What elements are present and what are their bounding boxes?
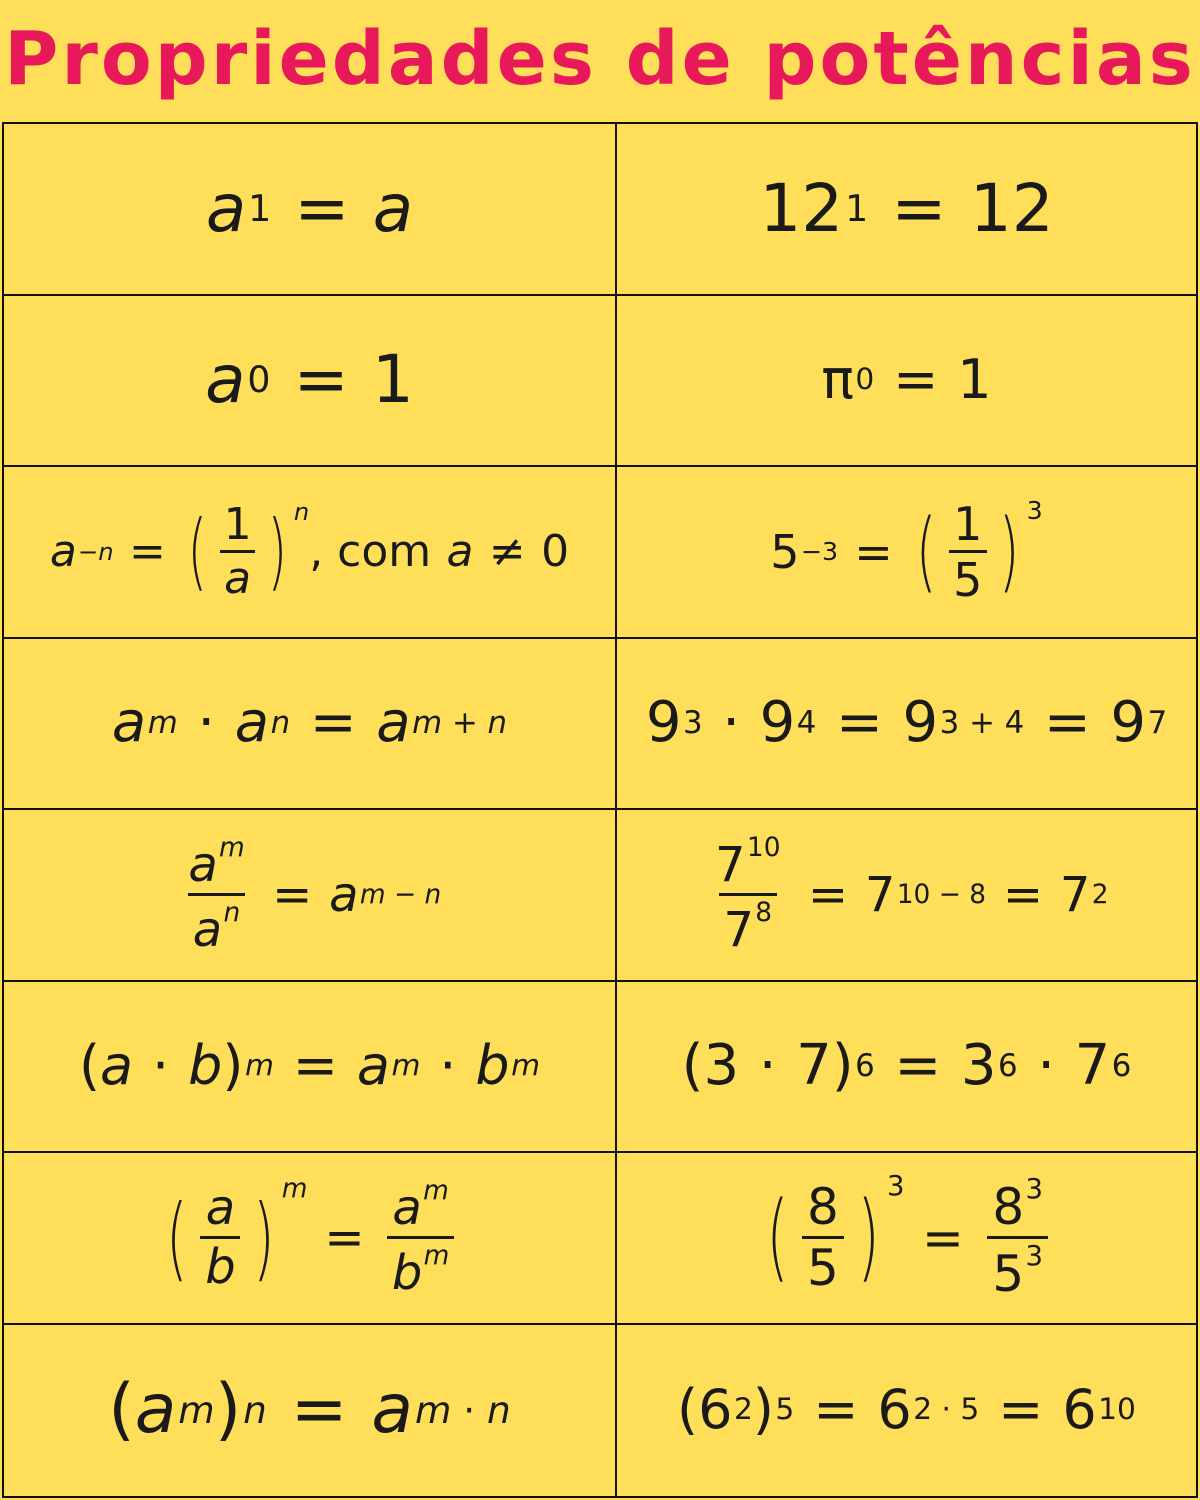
math-symbol: a (134, 1370, 177, 1450)
example-cell-8 (617, 1325, 1196, 1497)
math-symbol (710, 832, 785, 959)
math-symbol: 8 (969, 878, 987, 910)
math-symbol: 5 (960, 1392, 980, 1428)
math-symbol: a (372, 169, 414, 247)
math-symbol: a (329, 866, 359, 923)
math-symbol: n (223, 897, 241, 929)
rule-cell-3 (4, 467, 617, 639)
math-symbol: 3 (822, 537, 839, 567)
math-symbol: a (49, 525, 77, 577)
math-symbol: 5 (775, 1392, 795, 1428)
math-symbol (896, 878, 987, 910)
math-symbol: ( (78, 1034, 101, 1098)
math-symbol: 8 (807, 1178, 839, 1237)
math-symbol: a (371, 1370, 414, 1450)
math-symbol: m (423, 1240, 450, 1272)
math-symbol: a (188, 837, 218, 894)
math-symbol: m (219, 832, 245, 864)
math-symbol: 3 (703, 1033, 740, 1099)
math-symbol: 2 (913, 1392, 933, 1428)
math-symbol (188, 893, 245, 959)
rule-cell-8 (4, 1325, 617, 1497)
math-symbol: 7 (723, 902, 754, 959)
math-symbol (802, 1178, 844, 1298)
math-symbol: 7 (1059, 866, 1091, 923)
math-symbol: 4 (1004, 704, 1025, 741)
math-symbol: = (921, 1208, 964, 1267)
math-symbol: 5 (770, 524, 800, 579)
math-symbol: = (292, 1034, 338, 1098)
math-symbol: 1 (248, 186, 272, 230)
math-symbol: 10 (1098, 1392, 1136, 1428)
math-symbol: 3 (960, 1033, 997, 1099)
rule-formula-3 (49, 498, 570, 604)
math-symbol: − (938, 878, 961, 910)
math-symbol: = (324, 1209, 365, 1266)
math-symbol (987, 1173, 1048, 1237)
math-symbol: − (78, 537, 99, 566)
rule-cell-1 (4, 124, 617, 296)
math-symbol: a (100, 1034, 134, 1098)
example-cell-2 (617, 296, 1196, 468)
math-symbol: 7 (864, 866, 896, 923)
math-symbol (184, 832, 250, 959)
math-symbol: = (272, 866, 313, 923)
math-symbol: n (487, 1387, 511, 1432)
math-symbol (913, 1392, 980, 1428)
math-symbol: = (998, 1378, 1044, 1442)
math-symbol: 3 (1026, 496, 1043, 526)
math-symbol: = (813, 1378, 859, 1442)
math-symbol: = (294, 169, 350, 247)
math-symbol: ) (857, 1182, 880, 1293)
math-symbol: 10 (746, 832, 781, 864)
math-symbol: m (244, 1048, 274, 1084)
math-symbol: a (446, 525, 474, 577)
math-symbol (949, 496, 987, 607)
math-symbol: 3 (1025, 1173, 1044, 1206)
math-symbol: 12 (969, 169, 1054, 247)
example-cell-7 (617, 1153, 1196, 1325)
math-symbol: 3 (682, 704, 703, 741)
math-symbol: 7 (1147, 704, 1168, 741)
example-formula-2 (821, 348, 992, 412)
math-symbol: 1 (845, 186, 869, 230)
math-symbol: 5 (802, 1236, 844, 1293)
rule-formula-7 (159, 1172, 460, 1302)
math-symbol: m (511, 1048, 541, 1084)
math-symbol: = (891, 169, 947, 247)
math-symbol: 6 (855, 1047, 875, 1084)
math-symbol: m (414, 1387, 452, 1432)
rule-cell-5 (4, 810, 617, 982)
math-symbol: m (391, 1048, 421, 1084)
rule-formula-8 (108, 1370, 511, 1450)
math-symbol: 9 (645, 690, 682, 756)
example-formula-7 (759, 1170, 1054, 1304)
example-cell-4 (617, 639, 1196, 811)
math-symbol (78, 537, 114, 566)
math-symbol (800, 537, 839, 567)
math-symbol: 8 (992, 1178, 1025, 1237)
math-symbol: 6 (698, 1378, 733, 1442)
math-symbol: 5 (949, 550, 987, 603)
math-symbol: ( (187, 501, 208, 600)
example-cell-6 (617, 982, 1196, 1154)
math-symbol: 5 (992, 1245, 1025, 1304)
math-symbol: m (359, 878, 386, 910)
math-symbol: n (487, 704, 508, 741)
example-formula-3 (770, 496, 1043, 607)
math-symbol: 1 (953, 496, 983, 551)
math-symbol: = (290, 1370, 348, 1450)
math-symbol: · (463, 1387, 476, 1432)
math-symbol: · (152, 1034, 170, 1098)
rule-formula-1 (205, 169, 414, 247)
math-symbol: m (281, 1172, 308, 1204)
math-symbol: 6 (877, 1378, 912, 1442)
math-symbol (388, 1175, 454, 1237)
rule-formula-6 (78, 1034, 541, 1098)
math-symbol: 6 (1062, 1378, 1097, 1442)
example-formula-1 (759, 169, 1054, 247)
math-symbol: · (722, 690, 740, 756)
math-symbol: , com (309, 525, 432, 577)
math-symbol: = (129, 525, 166, 577)
math-symbol: ( (677, 1378, 699, 1442)
math-symbol: 4 (796, 704, 817, 741)
math-symbol: a (234, 690, 270, 756)
math-symbol: = (1043, 690, 1091, 756)
math-symbol: n (98, 537, 114, 566)
math-symbol: 0 (247, 358, 271, 402)
math-symbol: = (835, 690, 883, 756)
math-symbol: 6 (1111, 1047, 1132, 1084)
math-symbol: m (178, 1387, 215, 1432)
example-formula-4 (645, 690, 1168, 756)
math-symbol: ) (999, 500, 1020, 603)
math-symbol: 1 (223, 498, 252, 550)
math-symbol: π (821, 348, 854, 412)
math-symbol: 3 (939, 704, 960, 741)
math-symbol: 7 (796, 1033, 832, 1099)
math-symbol (710, 832, 785, 894)
math-symbol: + (451, 704, 478, 741)
rule-cell-7 (4, 1153, 617, 1325)
math-symbol: ) (253, 1184, 275, 1292)
math-symbol: a (220, 550, 256, 601)
math-symbol: 1 (371, 341, 414, 419)
math-symbol: ) (267, 501, 288, 600)
math-symbol: 8 (755, 897, 773, 929)
math-symbol: b (200, 1236, 240, 1291)
math-symbol: 9 (759, 690, 796, 756)
math-symbol: ) (752, 1378, 774, 1442)
math-symbol: 7 (1074, 1033, 1111, 1099)
math-symbol: 10 (896, 878, 931, 910)
math-symbol (387, 1236, 454, 1302)
math-symbol: ( (166, 1184, 188, 1292)
properties-table (2, 122, 1198, 1498)
math-symbol: n (293, 498, 310, 527)
math-symbol (987, 1236, 1048, 1304)
rule-cell-2 (4, 296, 617, 468)
math-symbol: · (941, 1392, 951, 1428)
rule-formula-4 (111, 690, 508, 756)
math-symbol: ) (214, 1370, 242, 1450)
math-symbol: ( (766, 1182, 789, 1293)
math-symbol: ) (222, 1034, 244, 1098)
math-symbol: = (894, 1033, 942, 1099)
math-symbol: · (758, 1033, 777, 1099)
math-symbol: 12 (759, 169, 844, 247)
math-symbol (184, 832, 250, 894)
math-symbol: ≠ (488, 525, 526, 577)
math-symbol (387, 1175, 454, 1302)
math-symbol: ( (681, 1033, 704, 1099)
math-symbol: = (293, 341, 349, 419)
math-symbol: a (111, 690, 147, 756)
math-symbol: a (376, 690, 411, 756)
math-symbol: − (800, 537, 823, 567)
math-symbol: 0 (541, 525, 570, 577)
math-symbol: + (969, 704, 995, 741)
example-cell-1 (617, 124, 1196, 296)
math-symbol: · (439, 1034, 457, 1098)
math-symbol: 9 (1110, 690, 1147, 756)
math-symbol: b (391, 1245, 423, 1302)
math-symbol: m (423, 1175, 449, 1207)
math-symbol (200, 1180, 240, 1296)
math-symbol: 6 (998, 1047, 1018, 1084)
math-symbol: 3 (1025, 1240, 1044, 1273)
example-cell-5 (617, 810, 1196, 982)
math-symbol (719, 893, 777, 959)
math-symbol: = (807, 866, 849, 923)
math-symbol (359, 878, 442, 910)
math-symbol: 2 (1091, 878, 1109, 910)
math-symbol: = (309, 690, 357, 756)
math-symbol: ( (915, 500, 937, 603)
math-symbol: ) (831, 1033, 854, 1099)
math-symbol: b (475, 1034, 510, 1098)
math-symbol: a (205, 169, 247, 247)
math-symbol: n (270, 704, 291, 741)
math-symbol: b (188, 1034, 223, 1098)
math-symbol: = (854, 524, 893, 579)
math-symbol: 9 (902, 690, 939, 756)
example-formula-6 (681, 1033, 1132, 1099)
math-symbol (412, 704, 508, 741)
math-symbol: ( (108, 1370, 135, 1450)
math-symbol: 2 (733, 1392, 753, 1428)
rule-cell-4 (4, 639, 617, 811)
math-symbol: 0 (855, 362, 875, 398)
math-symbol: a (192, 902, 223, 959)
rule-formula-5 (178, 832, 442, 959)
math-symbol: m (147, 704, 178, 741)
page-title: Propriedades de potências (4, 16, 1196, 102)
math-symbol: = (1002, 866, 1044, 923)
math-symbol: 7 (715, 837, 746, 894)
math-symbol: · (1037, 1033, 1056, 1099)
math-symbol: a (205, 1180, 236, 1237)
math-symbol (987, 1173, 1048, 1304)
math-symbol: n (424, 878, 442, 910)
math-symbol: = (893, 348, 939, 412)
math-symbol: n (243, 1387, 267, 1432)
math-symbol (414, 1387, 511, 1432)
example-formula-8 (677, 1378, 1136, 1442)
example-cell-3 (617, 467, 1196, 639)
math-symbol (939, 704, 1025, 741)
example-formula-5 (705, 832, 1109, 959)
math-symbol: − (393, 878, 417, 910)
math-symbol: 1 (957, 348, 992, 412)
math-symbol: a (392, 1180, 422, 1237)
rule-cell-6 (4, 982, 617, 1154)
math-symbol: m (412, 704, 443, 741)
math-symbol: a (205, 341, 246, 419)
math-symbol (219, 498, 256, 604)
math-symbol: 3 (886, 1170, 905, 1203)
rule-formula-2 (205, 341, 414, 419)
math-symbol: · (197, 690, 216, 756)
math-symbol: a (356, 1034, 390, 1098)
